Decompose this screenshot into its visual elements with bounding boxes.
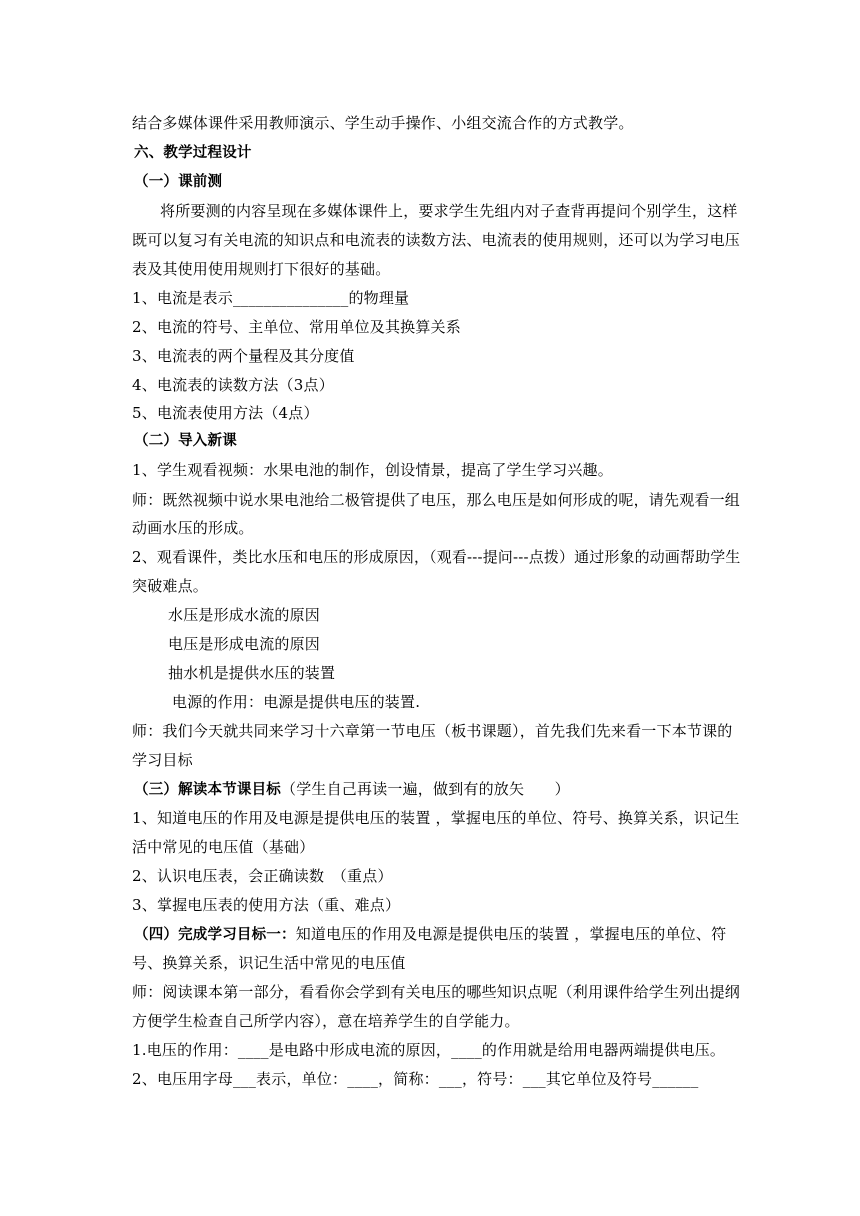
list-item: 2、认识电压表，会正确读数 （重点） bbox=[132, 867, 393, 885]
text-line: 将所要测的内容呈现在多媒体课件上，要求学生先组内对子查背再提问个别学生，这样 bbox=[160, 202, 738, 220]
list-item: 1.电压的作用：____是电路中形成电流的原因，____的作用就是给用电器两端提供电压。 bbox=[132, 1041, 726, 1059]
list-item: 3、电流表的两个量程及其分度值 bbox=[132, 347, 355, 365]
list-item: 2、电压用字母___表示，单位：____，简称：___，符号：___其它单位及符号______ bbox=[132, 1070, 699, 1088]
text-line: 2、观看课件，类比水压和电压的形成原因，（观看---提问---点拨）通过形象的动画帮助学生 bbox=[132, 548, 741, 566]
subsection-heading: （三）解读本节课目标 bbox=[134, 782, 281, 798]
text-line: 师：既然视频中说水果电池给二极管提供了电压，那么电压是如何形成的呢，请先观看一组 bbox=[132, 491, 741, 509]
subsection-line bbox=[134, 924, 726, 945]
text-line: 号、换算关系，识记生活中常见的电压值 bbox=[132, 954, 406, 972]
subsection-heading: （二）导入新课 bbox=[134, 433, 237, 449]
section-heading: 六、教学过程设计 bbox=[134, 145, 252, 161]
subsection-note: 知道电压的作用及电源是提供电压的装置 ，掌握电压的单位、符 bbox=[295, 925, 727, 943]
text-line: 水压是形成水流的原因 bbox=[168, 606, 321, 624]
list-item: 1、知道电压的作用及电源是提供电压的装置 ，掌握电压的单位、符号、换算关系，识记生 bbox=[132, 809, 740, 827]
text-line: 师：我们今天就共同来学习十六章第一节电压（板书课题），首先我们先来看一下本节课的 bbox=[132, 722, 733, 740]
subsection-line bbox=[134, 779, 570, 800]
text-line: 方便学生检查自己所学内容），意在培养学生的自学能力。 bbox=[132, 1012, 520, 1030]
list-item: 3、掌握电压表的使用方法（重、难点） bbox=[132, 896, 401, 914]
subsection-heading: （四）完成学习目标一： bbox=[134, 927, 296, 943]
text-line: 1、学生观看视频：水果电池的制作，创设情景，提高了学生学习兴趣。 bbox=[132, 461, 613, 479]
text-line: 电源的作用：电源是提供电压的装置. bbox=[172, 693, 421, 711]
list-item: 2、电流的符号、主单位、常用单位及其换算关系 bbox=[132, 318, 461, 336]
text-line: 动画水压的形成。 bbox=[132, 519, 254, 537]
text-line: 突破难点。 bbox=[132, 577, 209, 595]
text-line: 抽水机是提供水压的装置 bbox=[168, 664, 336, 682]
text-line: 结合多媒体课件采用教师演示、学生动手操作、小组交流合作的方式教学。 bbox=[132, 114, 634, 132]
subsection-note: （学生自己再读一遍，做到有的放矢 ） bbox=[281, 780, 570, 798]
text-line: 学习目标 bbox=[132, 751, 193, 769]
list-item: 5、电流表使用方法（4点） bbox=[132, 404, 319, 422]
list-item: 4、电流表的读数方法（3点） bbox=[132, 376, 334, 394]
text-line: 活中常见的电压值（基础） bbox=[132, 838, 315, 856]
subsection-heading: （一）课前测 bbox=[134, 174, 223, 190]
text-line: 表及其使用使用规则打下很好的基础。 bbox=[132, 260, 391, 278]
text-line: 师：阅读课本第一部分，看看你会学到有关电压的哪些知识点呢（利用课件给学生列出提纲 bbox=[132, 983, 741, 1001]
text-line: 电压是形成电流的原因 bbox=[168, 635, 321, 653]
text-line: 既可以复习有关电流的知识点和电流表的读数方法、电流表的使用规则，还可以为学习电压 bbox=[132, 231, 741, 249]
list-item: 1、电流是表示_______________的物理量 bbox=[132, 289, 410, 307]
